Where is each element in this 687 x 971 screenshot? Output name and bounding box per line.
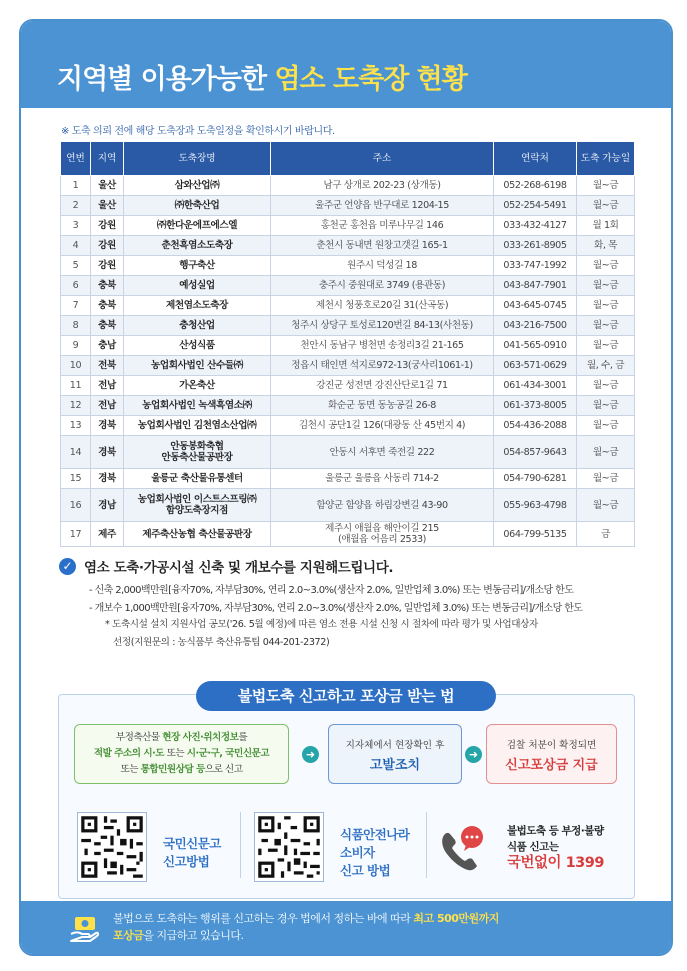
row-region [91,489,124,522]
row-days [577,296,635,316]
row-no [61,216,91,236]
row-address-text: 천안시 동남구 병천면 송정리3길 21-165 [300,340,464,351]
footer-text [113,910,499,944]
row-name [124,276,271,296]
row-address [271,469,494,489]
row-phone[interactable] [494,396,577,416]
row-days [577,236,635,256]
row-region-text: 충남 [98,340,116,351]
row-region [91,296,124,316]
flow1-l1c: 를 [238,732,248,743]
row-address [271,396,494,416]
flow1-line1 [75,730,288,746]
divider [240,812,241,878]
row-name-text: 행구축산 [179,260,215,271]
row-region-text: 울산 [98,180,116,191]
row-phone-text: 043-645-0745 [503,300,567,311]
footer-t3: 포상금 [113,929,144,942]
row-address [271,256,494,276]
hotline-line1: 불법도축 등 부정·불량 [507,825,604,837]
row-no [61,236,91,256]
row-name-text: 농업회사법인 김천염소산업㈜ [137,420,257,431]
row-name [124,469,271,489]
row-name [124,256,271,276]
flow2-small: 지자체에서 현장확인 후 [345,740,445,751]
row-days-text: 월~금 [592,280,619,291]
row-no [61,416,91,436]
row-address-text: 울릉군 울릉읍 사동리 714-2 [325,473,439,484]
row-phone-text: 063-571-0629 [503,360,567,371]
flow1-l3a: 또는 [120,764,141,775]
row-region [91,336,124,356]
row-no [61,316,91,336]
row-name [124,216,271,236]
row-phone[interactable] [494,316,577,336]
row-region-text: 울산 [98,200,116,211]
row-region-text: 경북 [98,473,116,484]
support-bullet-renovation: - 개보수 1,000백만원[융자70%, 자부담30%, 연리 2.0~3.0%(생산자 2.0%, 일반업체 3.0%) 또는 변동금리]/개소당 한도 [89,603,583,614]
row-region-text: 전남 [98,400,116,411]
row-days [577,469,635,489]
row-phone[interactable] [494,236,577,256]
row-name-text: 제천염소도축장 [165,300,229,311]
row-phone[interactable] [494,376,577,396]
row-days-text: 월~금 [592,260,619,271]
row-address-text: 제주시 애월읍 해안이길 215 (애월읍 어음리 2533) [325,523,439,545]
title-highlight: 염소 도축장 현황 [274,64,467,95]
row-phone-text: 064-799-5135 [503,528,567,540]
row-phone[interactable] [494,196,577,216]
row-phone[interactable] [494,522,577,547]
row-region-text: 충북 [98,300,116,311]
row-address [271,316,494,336]
row-name [124,196,271,216]
row-phone-text: 054-857-9643 [503,446,567,458]
row-address [271,196,494,216]
row-name [124,396,271,416]
row-days-text: 월 1회 [592,220,619,231]
divider [426,812,427,878]
flow1-line3 [75,762,288,778]
row-name [124,356,271,376]
row-no-text: 13 [69,420,82,431]
row-name [124,376,271,396]
row-days-text: 월~금 [592,180,619,191]
qr-code-icon[interactable] [77,812,147,882]
row-days-text: 월~금 [592,200,619,211]
table-row [61,376,635,396]
qr1-label-line1: 국민신문고 [163,836,221,851]
row-days [577,356,635,376]
slaughterhouse-table [60,141,635,547]
row-name [124,296,271,316]
row-region-text: 강원 [98,220,116,231]
row-days [577,489,635,522]
row-no [61,296,91,316]
qr1-label-line2: 신고방법 [163,854,210,869]
col-header-days [577,142,635,176]
row-region-text: 전북 [98,360,116,371]
row-name [124,176,271,196]
col-header-region: 지역 [91,142,124,176]
row-region-text: 경북 [98,446,116,458]
support-note-1: * 도축시설 설치 지원사업 공모('26. 5월 예정)에 따른 염소 전용 시설 신청 시 절차에 따라 평가 및 사업대상자 [105,619,538,630]
table-header-row [61,142,635,176]
row-phone[interactable] [494,296,577,316]
table-row [61,176,635,196]
row-phone-text: 052-254-5491 [503,200,567,211]
row-phone[interactable] [494,356,577,376]
flow2-big: 고발조치 [369,758,421,773]
row-no [61,489,91,522]
row-phone[interactable] [494,276,577,296]
row-address [271,296,494,316]
row-phone-text: 033-432-4127 [503,220,567,231]
row-phone[interactable] [494,436,577,469]
row-days [577,396,635,416]
flow1-l3c: 으로 신고 [204,764,243,775]
support-heading: 염소 도축·가공시설 신축 및 개보수를 지원해드립니다. [84,560,394,576]
footer-line1 [113,910,499,927]
row-no-text: 17 [69,528,82,540]
row-address [271,216,494,236]
row-phone-text: 043-216-7500 [503,320,567,331]
row-no [61,256,91,276]
table-row [61,196,635,216]
row-address-text: 함양군 함양읍 하림강변길 43-90 [316,499,448,511]
qr2-label-line1: 식품안전나라 [340,827,410,842]
row-no [61,336,91,356]
support-note-2: 선정(지원문의 : 농식품부 축산유통팀 044-201-2372) [113,637,330,648]
header-band [21,21,671,108]
row-address-text: 청주시 상당구 토성로120번길 84-13(사천동) [291,320,473,331]
row-no-text: 10 [69,360,82,371]
row-no [61,376,91,396]
table-row [61,356,635,376]
notice-text: ※ 도축 의뢰 전에 해당 도축장과 도축일정을 확인하시기 바랍니다. [61,126,335,137]
footer-t2: 최고 500만원까지 [413,912,499,925]
row-no-text: 11 [69,380,82,391]
row-region [91,436,124,469]
flow1-l3b: 통합민원상담 등 [140,764,205,775]
row-address [271,276,494,296]
row-phone[interactable] [494,469,577,489]
row-address [271,356,494,376]
row-no-text: 9 [72,340,79,351]
row-address-text: 김천시 공단1길 126(대광동 산 45번지 4) [298,420,466,431]
row-name-text: 제주축산농협 축산물공판장 [142,528,252,540]
row-phone[interactable] [494,216,577,236]
row-no-text: 5 [72,260,79,271]
row-no-text: 3 [72,220,79,231]
row-no-text: 8 [72,320,79,331]
qr2-label [340,826,409,880]
table-row [61,396,635,416]
row-region [91,276,124,296]
row-phone-text: 055-963-4798 [503,499,567,511]
table-row [61,416,635,436]
row-name-text: 울릉군 축산물유통센터 [151,473,243,484]
row-address [271,489,494,522]
check-icon: ✓ [59,558,76,575]
row-days-text: 월~금 [592,380,619,391]
flow3-big: 신고포상금 지급 [505,758,598,773]
row-name-text: 농업회사법인 이스트스프링㈜ 함양도축장지점 [137,494,257,516]
row-region-text: 제주 [98,528,116,540]
poster [19,19,673,956]
flow1-l2b: 또는 [164,748,187,759]
row-days [577,336,635,356]
row-days [577,376,635,396]
row-no-text: 7 [72,300,79,311]
row-address [271,376,494,396]
row-days [577,216,635,236]
row-region [91,522,124,547]
row-no [61,276,91,296]
row-address [271,236,494,256]
row-name [124,416,271,436]
row-days-text: 월~금 [592,300,619,311]
flow1-line2 [75,746,288,762]
table-row [61,522,635,547]
row-region-text: 강원 [98,260,116,271]
row-phone[interactable] [494,416,577,436]
arrow-right-icon: ➜ [302,746,319,763]
col-header-days-label: 도축 가능일 [580,152,631,164]
row-phone-text: 033-261-8905 [503,240,567,251]
row-days [577,436,635,469]
row-region [91,469,124,489]
support-bullet-new: - 신축 2,000백만원[융자70%, 자부담30%, 연리 2.0~3.0%(생산자 2.0%, 일반업체 3.0%) 또는 변동금리]/개소당 한도 [89,585,574,596]
row-no-text: 2 [72,200,79,211]
report-title-pill: 불법도축 신고하고 포상금 받는 법 [196,681,496,711]
row-no-text: 1 [72,180,79,191]
col-header-no: 연번 [61,142,91,176]
row-region-text: 충북 [98,280,116,291]
table-row [61,436,635,469]
row-region [91,196,124,216]
row-address-text: 충주시 중원대로 3749 (용관동) [318,280,446,291]
page-title [57,57,467,96]
row-days-text: 월~금 [592,446,619,458]
row-name-text: 농업회사법인 녹색흑염소㈜ [142,400,252,411]
row-address-text: 화순군 동면 동농공길 26-8 [328,400,436,411]
col-header-name: 도축장명 [124,142,271,176]
row-days-text: 월~금 [592,499,619,511]
row-phone-text: 054-790-6281 [503,473,567,484]
row-days [577,276,635,296]
row-days [577,316,635,336]
row-name [124,522,271,547]
row-phone[interactable] [494,256,577,276]
table-row [61,489,635,522]
qr2-label-line2: 소비자 [340,845,375,860]
table-row [61,469,635,489]
row-address [271,336,494,356]
row-region-text: 강원 [98,240,116,251]
row-days-text: 월, 수, 금 [586,360,625,371]
table-row [61,256,635,276]
row-no-text: 4 [72,240,79,251]
money-hand-icon [69,914,99,944]
row-days [577,522,635,547]
row-region [91,416,124,436]
row-region [91,236,124,256]
row-no [61,396,91,416]
row-region [91,396,124,416]
row-address-text: 춘천시 동내면 원창고갯길 165-1 [316,240,448,251]
row-days-text: 금 [601,528,610,540]
flow1-l1a: 부정축산물 [115,732,163,743]
row-region [91,176,124,196]
row-phone-text: 054-436-2088 [503,420,567,431]
row-address-text: 홍천군 홍천읍 미루나무길 146 [320,220,444,231]
row-address-text: 안동시 서후면 죽전길 222 [329,446,435,458]
row-region [91,376,124,396]
row-region-text: 전남 [98,380,116,391]
row-days-text: 월~금 [592,320,619,331]
row-no [61,469,91,489]
table-row [61,216,635,236]
hotline-text [507,823,604,871]
row-name [124,236,271,256]
row-phone-text: 033-747-1992 [503,260,567,271]
footer-band [21,901,671,954]
flow-step-reward [486,724,617,784]
row-no [61,196,91,216]
hotline-number[interactable]: 국번없이 1399 [507,855,604,871]
flow1-l1b: 현장 사진·위치정보 [162,732,239,743]
row-name-text: 가온축산 [179,380,215,391]
row-no-text: 15 [69,473,82,484]
row-phone-text: 061-434-3001 [503,380,567,391]
row-region [91,216,124,236]
row-address [271,176,494,196]
table-row [61,276,635,296]
row-region [91,356,124,376]
flow3-small: 검찰 처분이 확정되면 [506,740,597,751]
row-address-text: 정읍시 태인면 석지로972-13(궁사리1061-1) [291,360,473,371]
row-address-text: 울주군 언양읍 반구대로 1204-15 [315,200,449,211]
row-no [61,436,91,469]
row-days-text: 화, 목 [593,240,618,251]
hotline-line2: 식품 신고는 [507,841,559,853]
row-phone[interactable] [494,176,577,196]
col-header-phone: 연락처 [494,142,577,176]
table-row [61,236,635,256]
arrow-right-icon: ➜ [465,746,482,763]
row-address [271,522,494,547]
row-days-text: 월~금 [592,400,619,411]
row-address-text: 남구 상개로 202-23 (상개동) [323,180,441,191]
row-region-text: 경북 [98,420,116,431]
flow-step-report [74,724,289,784]
row-phone-text: 043-847-7901 [503,280,567,291]
row-name-text: ㈜한축산업 [174,200,220,211]
row-days [577,416,635,436]
qr2-label-line3: 신고 방법 [340,863,391,878]
row-name-text: 삼와산업㈜ [174,180,220,191]
row-name-text: 안동봉화축협 안동축산물공판장 [161,441,233,463]
row-region [91,316,124,336]
row-phone-text: 052-268-6198 [503,180,567,191]
row-no [61,522,91,547]
row-no-text: 16 [69,499,82,511]
row-region-text: 충북 [98,320,116,331]
row-no [61,356,91,376]
row-name-text: 산성식품 [179,340,215,351]
row-name-text: 춘천흑염소도축장 [161,240,233,251]
qr-code-icon[interactable] [254,812,324,882]
footer-line2 [113,927,499,944]
row-days [577,176,635,196]
flow-step-action [328,724,462,784]
row-days [577,196,635,216]
row-name [124,489,271,522]
footer-t4: 을 지급하고 있습니다. [143,929,244,942]
row-name [124,336,271,356]
report-box [58,687,635,899]
row-name [124,316,271,336]
footer-t1: 불법으로 도축하는 행위를 신고하는 경우 법에서 정하는 바에 따라 [113,912,414,925]
phone-icon [437,824,487,874]
row-phone[interactable] [494,336,577,356]
flow1-l2c: 시·군·구, 국민신문고 [186,748,270,759]
row-name-text: 충청산업 [179,320,215,331]
row-days-text: 월~금 [592,340,619,351]
row-phone-text: 041-565-0910 [503,340,567,351]
row-name [124,436,271,469]
row-no [61,176,91,196]
row-name-text: 예성실업 [179,280,215,291]
row-address-text: 제천시 청풍호로20길 31(산곡동) [315,300,449,311]
row-no-text: 12 [69,400,82,411]
row-region-text: 경남 [98,499,116,511]
row-address-text: 강진군 성전면 강진산단로1길 71 [316,380,448,391]
title-part1: 지역별 이용가능한 [57,64,275,95]
row-no-text: 14 [69,446,82,458]
row-phone[interactable] [494,489,577,522]
row-address-text: 원주시 덕성길 18 [347,260,417,271]
table-row [61,296,635,316]
row-days-text: 월~금 [592,420,619,431]
row-days [577,256,635,276]
row-region [91,256,124,276]
row-days-text: 월~금 [592,473,619,484]
row-phone-text: 061-373-8005 [503,400,567,411]
flow1-l2a: 적발 주소의 시·도 [93,748,165,759]
table-row [61,336,635,356]
row-name-text: 농업회사법인 산수들㈜ [151,360,243,371]
qr1-label [163,835,221,871]
row-name-text: ㈜한다운에프에스엘 [156,220,238,231]
col-header-address: 주소 [271,142,494,176]
row-address [271,436,494,469]
row-address [271,416,494,436]
row-no-text: 6 [72,280,79,291]
table-row [61,316,635,336]
